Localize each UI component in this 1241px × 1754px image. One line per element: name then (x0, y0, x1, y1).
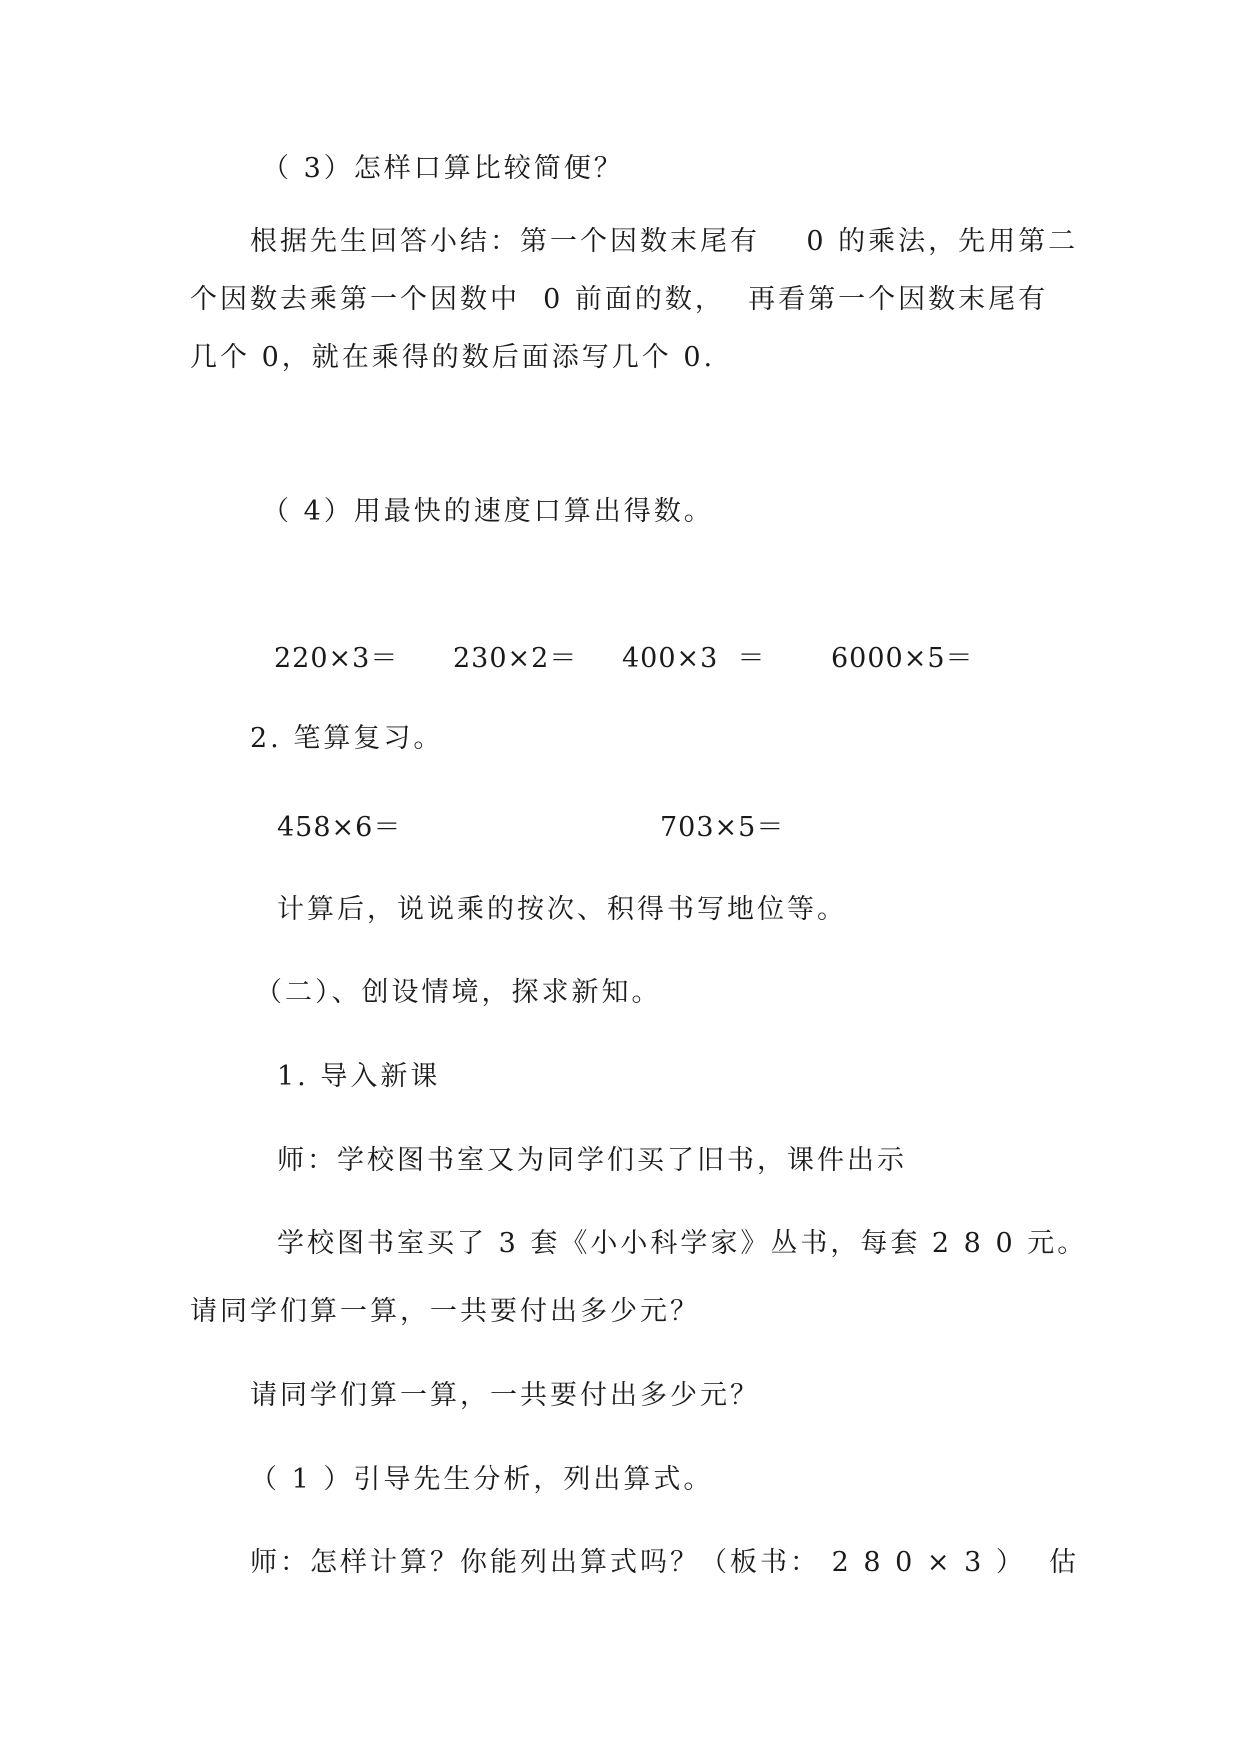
teacher-question: 师：怎样计算？你能列出算式吗？（板书： 2 8 0 × 3 ） 估 (250, 1547, 1079, 1578)
written-review-heading: 2. 笔算复习。 (250, 723, 444, 754)
question-3: （ 3）怎样口算比较简便？ (262, 153, 624, 184)
word-problem-line-1: 学校图书室买了 3 套《小小科学家》丛书，每套 2 8 0 元。 (277, 1228, 1088, 1259)
question-4: （ 4）用最快的速度口算出得数。 (262, 496, 714, 527)
summary-line-3: 几个 0，就在乘得的数后面添写几个 0. (190, 342, 716, 373)
teacher-line: 师：学校图书室又为同学们买了旧书，课件出示 (277, 1145, 907, 1176)
summary-line-1: 根据先生回答小结：第一个因数末尾有 0 的乘法，先用第二 (250, 226, 1079, 257)
word-problem-repeat: 请同学们算一算，一共要付出多少元？ (250, 1380, 760, 1411)
section-heading: （二）、创设情境，探求新知。 (255, 977, 662, 1008)
subsection-heading: 1. 导入新课 (277, 1061, 441, 1092)
written-problem: 458×6＝ (277, 812, 402, 843)
word-problem-line-2: 请同学们算一算，一共要付出多少元？ (190, 1296, 700, 1327)
written-problem: 703×5＝ (660, 812, 785, 843)
oral-problem: 6000×5＝ (831, 643, 974, 674)
review-note: 计算后，说说乘的按次、积得书写地位等。 (277, 894, 847, 925)
oral-problem: 220×3＝ (274, 643, 399, 674)
summary-line-2: 个因数去乘第一个因数中 0 前面的数， 再看第一个因数末尾有 (190, 284, 1049, 315)
oral-problem: 230×2＝ (453, 643, 578, 674)
guide-step-1: （ 1 ）引导先生分析，列出算式。 (250, 1464, 714, 1495)
oral-problem: 400×3 ＝ (622, 643, 766, 674)
